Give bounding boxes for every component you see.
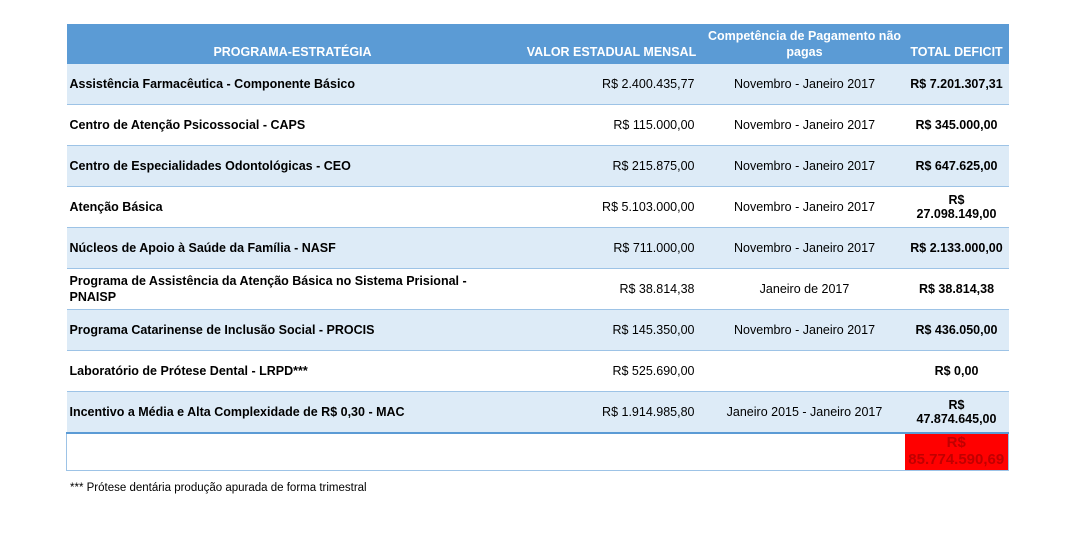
cell-competencia: Novembro - Janeiro 2017: [705, 187, 905, 228]
cell-total: R$ 0,00: [905, 351, 1009, 392]
cell-valor: R$ 711.000,00: [519, 228, 705, 269]
table-row: [67, 228, 1009, 269]
cell-total: R$ 647.625,00: [905, 146, 1009, 187]
cell-valor: R$ 115.000,00: [519, 105, 705, 146]
cell-valor: R$ 5.103.000,00: [519, 187, 705, 228]
cell-valor: R$ 145.350,00: [519, 310, 705, 351]
header-total: TOTAL DEFICIT: [905, 24, 1009, 63]
header-programa: PROGRAMA-ESTRATÉGIA: [67, 24, 519, 63]
cell-competencia: Novembro - Janeiro 2017: [705, 63, 905, 105]
table-row: [67, 105, 1009, 146]
cell-total: R$ 47.874.645,00: [905, 392, 1009, 434]
cell-valor: R$ 215.875,00: [519, 146, 705, 187]
cell-total: R$ 345.000,00: [905, 105, 1009, 146]
cell-programa: Assistência Farmacêutica - Componente Básico: [67, 63, 519, 105]
cell-programa: Centro de Atenção Psicossocial - CAPS: [67, 105, 519, 146]
cell-programa: Programa Catarinense de Inclusão Social - PROCIS: [67, 310, 519, 351]
cell-competencia: [705, 351, 905, 392]
cell-competencia: Janeiro de 2017: [705, 269, 905, 310]
cell-programa: Laboratório de Prótese Dental - LRPD***: [67, 351, 519, 392]
deficit-table-container: [66, 24, 1008, 471]
grand-total-row: [67, 433, 1009, 471]
deficit-table: [66, 24, 1009, 471]
cell-competencia: Novembro - Janeiro 2017: [705, 105, 905, 146]
cell-programa: Núcleos de Apoio à Saúde da Família - NASF: [67, 228, 519, 269]
cell-valor: R$ 2.400.435,77: [519, 63, 705, 105]
cell-programa: Programa de Assistência da Atenção Básica no Sistema Prisional - PNAISP: [67, 269, 519, 310]
table-row: [67, 310, 1009, 351]
cell-programa: Atenção Básica: [67, 187, 519, 228]
grand-total-spacer: [67, 433, 519, 471]
cell-valor: R$ 1.914.985,80: [519, 392, 705, 434]
table-row: [67, 187, 1009, 228]
cell-programa: Centro de Especialidades Odontológicas - CEO: [67, 146, 519, 187]
table-row: [67, 146, 1009, 187]
header-competencia: Competência de Pagamento não pagas: [705, 24, 905, 63]
cell-valor: R$ 525.690,00: [519, 351, 705, 392]
table-row: [67, 351, 1009, 392]
footnote: *** Prótese dentária produção apurada de forma trimestral: [70, 482, 367, 494]
cell-valor: R$ 38.814,38: [519, 269, 705, 310]
grand-total-spacer: [519, 433, 705, 471]
cell-competencia: Novembro - Janeiro 2017: [705, 310, 905, 351]
grand-total-value: R$ 85.774.590,69: [905, 433, 1009, 471]
cell-total: R$ 436.050,00: [905, 310, 1009, 351]
table-row: [67, 392, 1009, 434]
cell-competencia: Janeiro 2015 - Janeiro 2017: [705, 392, 905, 434]
cell-total: R$ 2.133.000,00: [905, 228, 1009, 269]
grand-total-spacer: [705, 433, 905, 471]
cell-competencia: Novembro - Janeiro 2017: [705, 146, 905, 187]
cell-total: R$ 7.201.307,31: [905, 63, 1009, 105]
cell-total: R$ 27.098.149,00: [905, 187, 1009, 228]
table-row: [67, 269, 1009, 310]
cell-programa: Incentivo a Média e Alta Complexidade de R$ 0,30 - MAC: [67, 392, 519, 434]
header-row: [67, 24, 1009, 63]
cell-total: R$ 38.814,38: [905, 269, 1009, 310]
table-row: [67, 63, 1009, 105]
header-valor: VALOR ESTADUAL MENSAL: [519, 24, 705, 63]
cell-competencia: Novembro - Janeiro 2017: [705, 228, 905, 269]
